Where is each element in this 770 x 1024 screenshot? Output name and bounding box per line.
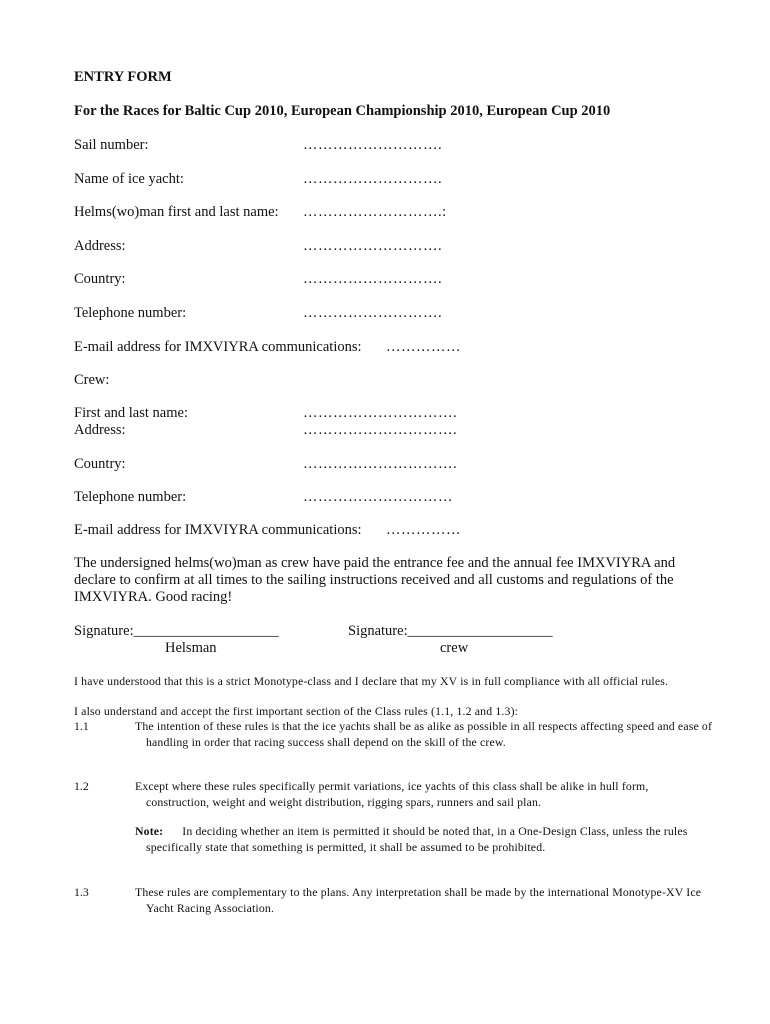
- crew-email-field[interactable]: ……………: [386, 522, 461, 538]
- crew-address-field[interactable]: ………………………….: [303, 422, 458, 438]
- yacht-name-field[interactable]: ……………………….: [303, 171, 443, 187]
- helms-address-field[interactable]: ……………………….: [303, 238, 443, 254]
- rule-text: These rules are complementary to the plans. Any interpretation shall be made by the international Monotype-XV Ice Yacht Racing Association.: [135, 885, 702, 915]
- helms-country-label: Country:: [74, 271, 126, 287]
- crew-telephone-field[interactable]: …………………………: [303, 489, 453, 505]
- note-label: Note:: [135, 824, 164, 838]
- rule-number: 1.3: [74, 885, 89, 899]
- helms-address-label: Address:: [74, 238, 126, 254]
- helms-name-label: Helms(wo)man first and last name:: [74, 204, 279, 220]
- rule-number: 1.2: [74, 779, 89, 793]
- rules-intro-compliance: I have understood that this is a strict Monotype-class and I declare that my XV is in full compliance with all official rules.: [74, 674, 669, 688]
- note-text: In deciding whether an item is permitted it should be noted that, in a One-Design Class, unless the rules specifically state that something is permitted, it shall be assumed to be prohibited.: [146, 824, 688, 854]
- crew-name-field[interactable]: ………………………….: [303, 405, 458, 421]
- crew-signature-caption: crew: [440, 640, 469, 656]
- helms-email-field[interactable]: ……………: [386, 339, 461, 355]
- helmsman-signature-line[interactable]: Signature:____________________: [74, 623, 279, 639]
- sail-number-field[interactable]: ……………………….: [303, 137, 443, 153]
- declaration-paragraph: The undersigned helms(wo)man as crew have paid the entrance fee and the annual fee IMXVIYRA and declare to confirm at all times to the sailing instructions received and all customs and regulations of the IMXVIYRA. Good racing!: [74, 555, 676, 605]
- rules-intro-acceptance: I also understand and accept the first important section of the Class rules (1.1, 1.2 and 1.3):: [74, 704, 519, 718]
- helms-email-label: E-mail address for IMXVIYRA communications:: [74, 339, 362, 355]
- crew-heading: Crew:: [74, 372, 110, 388]
- rule-number: 1.1: [74, 719, 89, 733]
- crew-country-field[interactable]: ………………………….: [303, 456, 458, 472]
- form-subtitle: For the Races for Baltic Cup 2010, European Championship 2010, European Cup 2010: [74, 103, 611, 119]
- helms-telephone-field[interactable]: ……………………….: [303, 305, 443, 321]
- rule-note: [135, 824, 714, 855]
- helmsman-signature-caption: Helsman: [165, 640, 217, 656]
- yacht-name-label: Name of ice yacht:: [74, 171, 184, 187]
- crew-email-label: E-mail address for IMXVIYRA communications:: [74, 522, 362, 538]
- crew-country-label: Country:: [74, 456, 126, 472]
- crew-name-label: First and last name:: [74, 405, 188, 421]
- rule-text: The intention of these rules is that the ice yachts shall be as alike as possible in all respects affecting speed and ease of handling in order that racing success shall depend on the skill of the crew.: [135, 719, 713, 749]
- helms-name-field[interactable]: ……………………….:: [303, 204, 447, 220]
- rule-text: Except where these rules specifically permit variations, ice yachts of this class shall be alike in hull form, construction, weight and weight distribution, rigging spars, runners and sail plan.: [135, 779, 649, 809]
- helms-telephone-label: Telephone number:: [74, 305, 187, 321]
- crew-address-label: Address:: [74, 422, 126, 438]
- crew-telephone-label: Telephone number:: [74, 489, 187, 505]
- sail-number-label: Sail number:: [74, 137, 149, 153]
- form-title: ENTRY FORM: [74, 69, 172, 85]
- crew-signature-line[interactable]: Signature:____________________: [348, 623, 553, 639]
- helms-country-field[interactable]: ……………………….: [303, 271, 443, 287]
